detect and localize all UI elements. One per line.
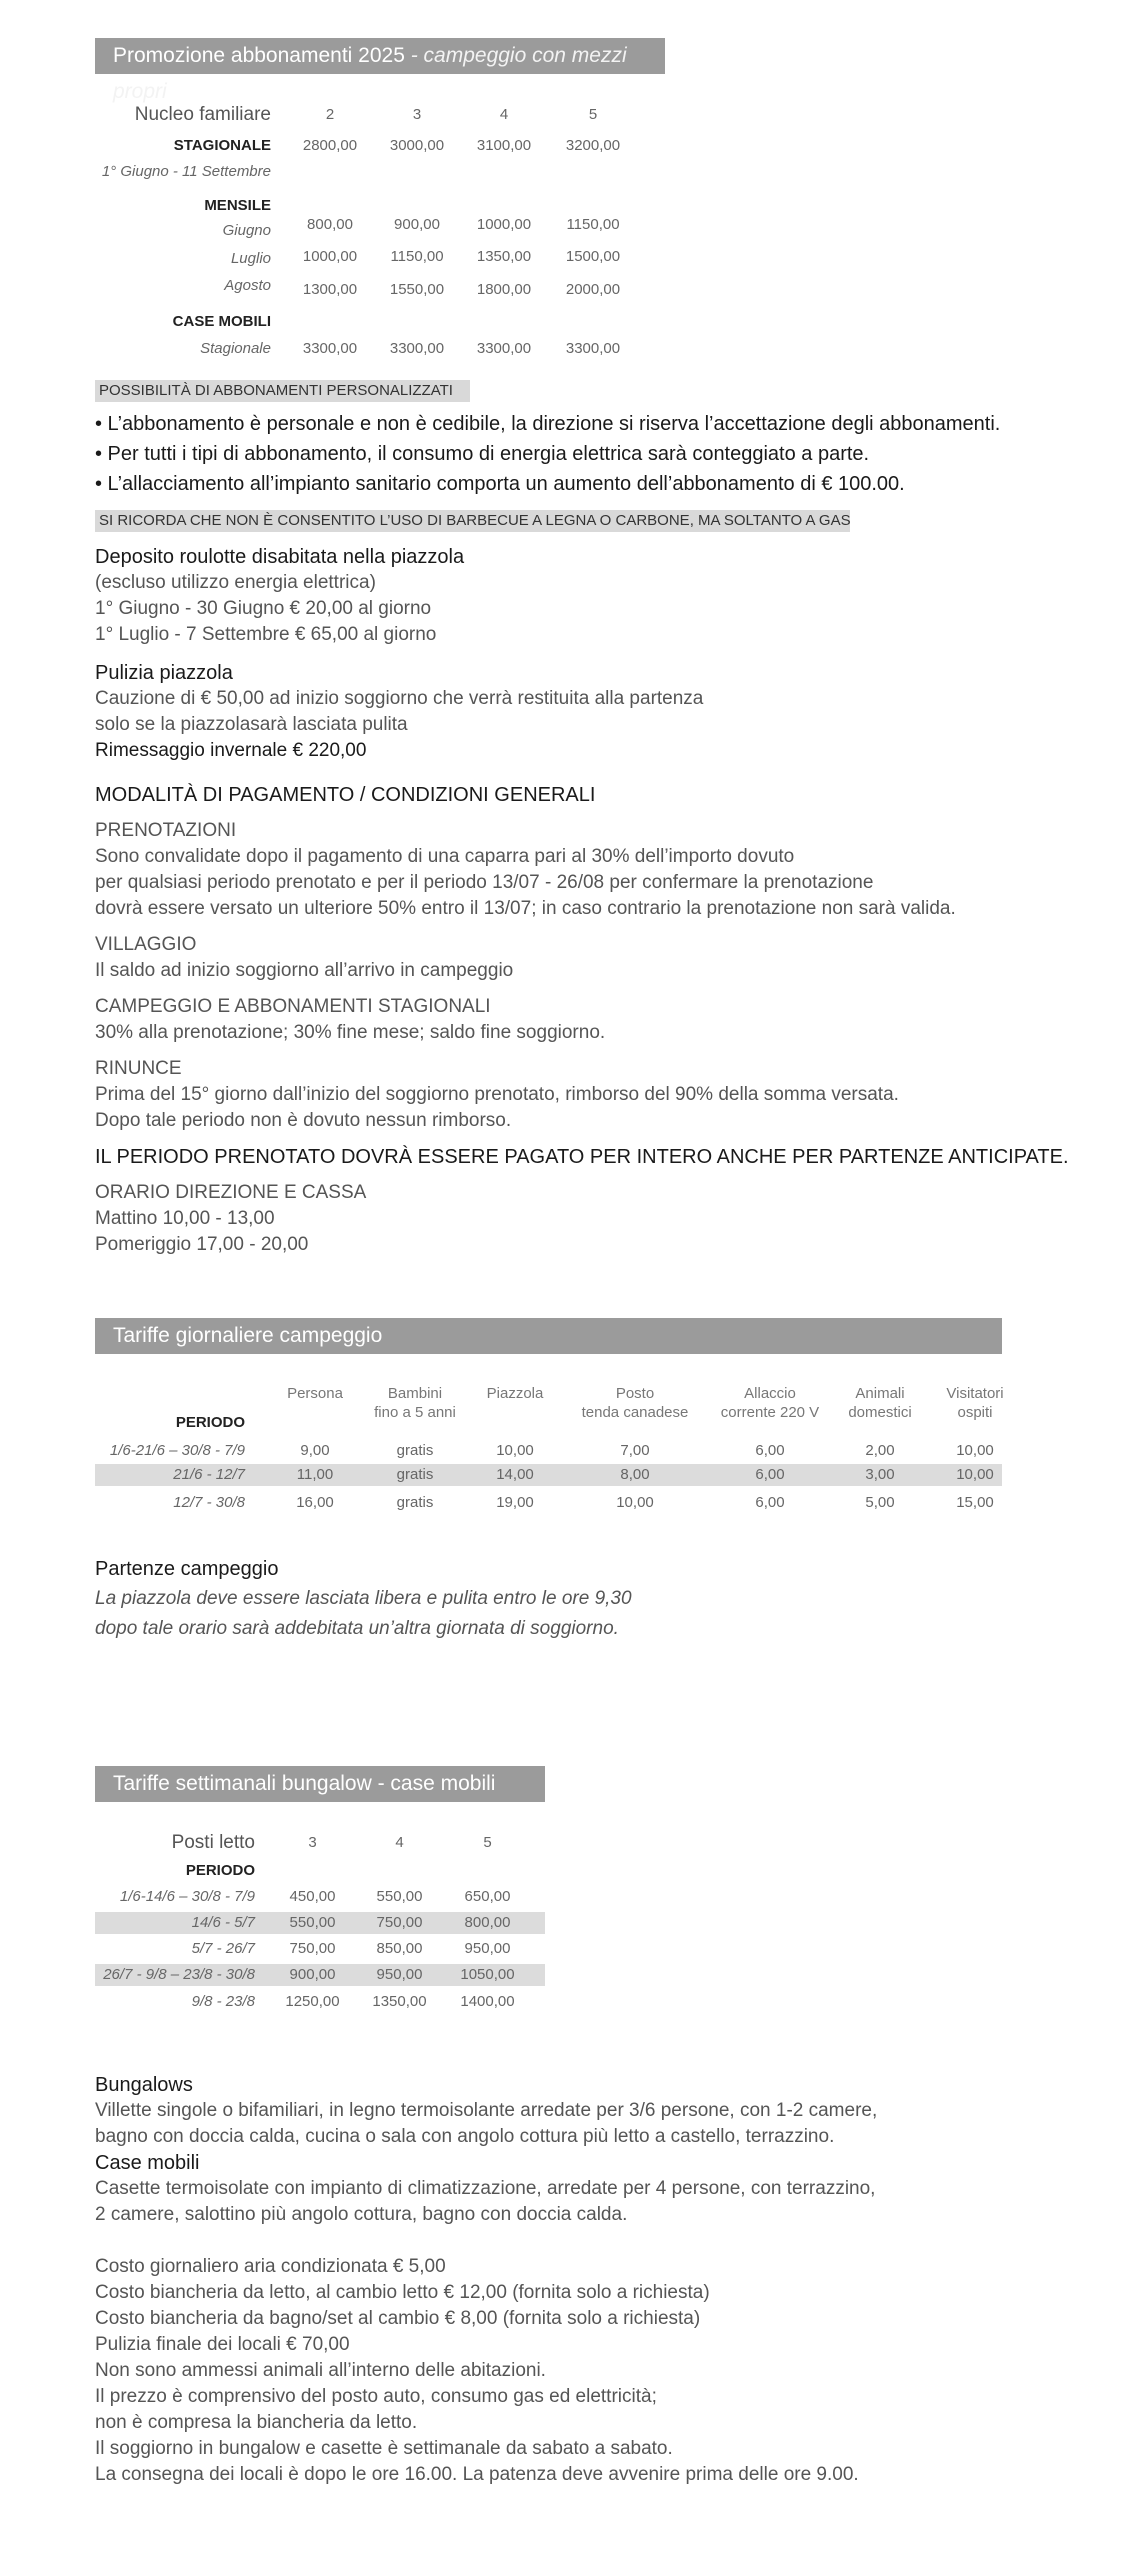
personalizzati-note: POSSIBILITÀ DI ABBONAMENTI PERSONALIZZATI — [95, 380, 470, 402]
promo-stagionale-value: 3100,00 — [476, 137, 532, 154]
campeggio-line: 30% alla prenotazione; 30% fine mese; saldo fine soggiorno. — [95, 1022, 606, 1043]
giornaliere-cell: 15,00 — [956, 1494, 994, 1511]
settimanali-posti-label: Posti letto — [171, 1832, 255, 1853]
costi-line: Il prezzo è comprensivo del posto auto, consumo gas ed elettricità; — [95, 2386, 657, 2407]
settimanali-period: 14/6 - 5/7 — [191, 1914, 255, 1931]
bullet-item: • L’abbonamento è personale e non è cedibile, la direzione si riserva l’accettazione degli abbonamenti. — [95, 413, 1001, 435]
promo-col-3: 3 — [412, 106, 422, 123]
settimanali-cell: 750,00 — [289, 1940, 336, 1957]
giornaliere-period: 1/6-21/6 – 30/8 - 7/9 — [109, 1442, 245, 1459]
giornaliere-cell: 10,00 — [956, 1466, 994, 1483]
settimanali-cell: 900,00 — [289, 1966, 336, 1983]
giornaliere-cell: gratis — [396, 1466, 434, 1483]
pulizia-line: solo se la piazzolasarà lasciata pulita — [95, 714, 408, 735]
settimanali-cell: 800,00 — [464, 1914, 511, 1931]
promo-case-label: CASE MOBILI — [172, 313, 271, 330]
prenotazioni-line: dovrà essere versato un ulteriore 50% entro il 13/07; in caso contrario la prenotazione non sarà valida. — [95, 898, 956, 919]
settimanali-periodo-label: PERIODO — [185, 1862, 255, 1879]
promo-mensile-value: 1000,00 — [302, 248, 358, 265]
promo-mensile-value: 1800,00 — [476, 281, 532, 298]
promo-mensile-value: 2000,00 — [565, 281, 621, 298]
costi-line: Costo giornaliero aria condizionata € 5,00 — [95, 2256, 446, 2277]
promo-case-row-label: Stagionale — [200, 340, 271, 357]
modalita-title: MODALITÀ DI PAGAMENTO / CONDIZIONI GENERALI — [95, 784, 596, 806]
promo-col-4: 4 — [499, 106, 509, 123]
settimanali-cell: 950,00 — [376, 1966, 423, 1983]
settimanali-cell: 550,00 — [376, 1888, 423, 1905]
settimanali-period: 5/7 - 26/7 — [191, 1940, 255, 1957]
giornaliere-cell: 10,00 — [956, 1442, 994, 1459]
costi-line: Costo biancheria da letto, al cambio letto € 12,00 (fornita solo a richiesta) — [95, 2282, 710, 2303]
promo-col-5: 5 — [588, 106, 598, 123]
pulizia-title: Pulizia piazzola — [95, 662, 233, 684]
promo-mensile-value: 1550,00 — [389, 281, 445, 298]
promo-family-label: Nucleo familiare — [134, 104, 271, 125]
settimanali-col: 5 — [483, 1834, 492, 1851]
settimanali-period: 9/8 - 23/8 — [191, 1993, 255, 2010]
giornaliere-period: 21/6 - 12/7 — [173, 1466, 245, 1483]
case-mobili-line: 2 camere, salottino più angolo cottura, bagno con doccia calda. — [95, 2204, 628, 2225]
promo-mensile-month: Luglio — [230, 250, 271, 267]
costi-line: La consegna dei locali è dopo le ore 16.00. La patenza deve avvenire prima delle ore 9.00. — [95, 2464, 859, 2485]
giornaliere-cell: 3,00 — [865, 1466, 895, 1483]
bullet-item: • L’allacciamento all’impianto sanitario comporta un aumento dell’abbonamento di € 100.00. — [95, 473, 905, 495]
settimanali-cell: 1050,00 — [460, 1966, 515, 1983]
settimanali-cell: 950,00 — [464, 1940, 511, 1957]
giornaliere-header: Allaccio corrente 220 V — [720, 1385, 820, 1421]
partenze-line: La piazzola deve essere lasciata libera e pulita entro le ore 9,30 — [95, 1588, 632, 1609]
prenotazioni-line: per qualsiasi periodo prenotato e per il periodo 13/07 - 26/08 per confermare la prenotazione — [95, 872, 874, 893]
giornaliere-title: Tariffe giornaliere campeggio — [95, 1318, 1002, 1354]
promo-col-2: 2 — [325, 106, 335, 123]
settimanali-cell: 650,00 — [464, 1888, 511, 1905]
case-mobili-line: Casette termoisolate con impianto di climatizzazione, arredate per 4 persone, con terrazzino, — [95, 2178, 876, 2199]
settimanali-period: 1/6-14/6 – 30/8 - 7/9 — [119, 1888, 255, 1905]
bungalows-title: Bungalows — [95, 2074, 193, 2096]
promo-title-band — [95, 38, 665, 103]
prenotazioni-title: PRENOTAZIONI — [95, 820, 237, 841]
rimessaggio: Rimessaggio invernale € 220,00 — [95, 740, 367, 761]
settimanali-cell: 550,00 — [289, 1914, 336, 1931]
partenze-line: dopo tale orario sarà addebitata un’altra giornata di soggiorno. — [95, 1618, 619, 1639]
promo-subtitle: - campeggio con mezzi propri — [113, 44, 627, 103]
orario-line: Pomeriggio 17,00 - 20,00 — [95, 1234, 309, 1255]
bungalows-line: bagno con doccia calda, cucina o sala con angolo cottura più letto a castello, terrazzino. — [95, 2126, 835, 2147]
promo-case-value: 3300,00 — [565, 340, 621, 357]
promo-title: Promozione abbonamenti 2025 — [113, 44, 405, 67]
prenotazioni-line: Sono convalidate dopo il pagamento di una caparra pari al 30% dell’importo dovuto — [95, 846, 795, 867]
giornaliere-header: Posto tenda canadese — [581, 1385, 689, 1421]
pulizia-line: Cauzione di € 50,00 ad inizio soggiorno che verrà restituita alla partenza — [95, 688, 704, 709]
campeggio-title: CAMPEGGIO E ABBONAMENTI STAGIONALI — [95, 996, 491, 1017]
case-mobili-title: Case mobili — [95, 2152, 200, 2174]
settimanali-period: 26/7 - 9/8 – 23/8 - 30/8 — [103, 1966, 255, 1983]
villaggio-line: Il saldo ad inizio soggiorno all’arrivo in campeggio — [95, 960, 514, 981]
settimanali-title: Tariffe settimanali bungalow - case mobili — [95, 1766, 545, 1802]
barbecue-note: SI RICORDA CHE NON È CONSENTITO L’USO DI BARBECUE A LEGNA O CARBONE, MA SOLTANTO A GAS — [95, 510, 850, 532]
giornaliere-cell: 16,00 — [296, 1494, 334, 1511]
giornaliere-cell: 9,00 — [300, 1442, 330, 1459]
promo-mensile-value: 1150,00 — [566, 216, 620, 233]
promo-case-value: 3300,00 — [389, 340, 445, 357]
promo-mensile-label: MENSILE — [204, 197, 271, 214]
giornaliere-header: Piazzola — [486, 1385, 544, 1402]
promo-mensile-value: 1150,00 — [390, 248, 444, 265]
promo-mensile-value: 1000,00 — [476, 216, 532, 233]
giornaliere-header: Visitatori ospiti — [946, 1385, 1004, 1421]
costi-line: Pulizia finale dei locali € 70,00 — [95, 2334, 350, 2355]
promo-mensile-value: 1500,00 — [565, 248, 621, 265]
bullet-item: • Per tutti i tipi di abbonamento, il consumo di energia elettrica sarà conteggiato a parte. — [95, 443, 870, 465]
settimanali-col: 4 — [395, 1834, 404, 1851]
deposito-line: (escluso utilizzo energia elettrica) — [95, 572, 376, 593]
deposito-title: Deposito roulotte disabitata nella piazzola — [95, 546, 465, 568]
giornaliere-cell: 6,00 — [755, 1466, 785, 1483]
giornaliere-cell: 19,00 — [496, 1494, 534, 1511]
settimanali-cell: 850,00 — [376, 1940, 423, 1957]
settimanali-cell: 450,00 — [289, 1888, 336, 1905]
giornaliere-header: Bambini fino a 5 anni — [374, 1385, 456, 1421]
orario-line: Mattino 10,00 - 13,00 — [95, 1208, 275, 1229]
costi-line: Non sono ammessi animali all’interno delle abitazioni. — [95, 2360, 546, 2381]
giornaliere-period: 12/7 - 30/8 — [173, 1494, 245, 1511]
orario-title: ORARIO DIREZIONE E CASSA — [95, 1182, 367, 1203]
promo-stagionale-value: 2800,00 — [302, 137, 358, 154]
giornaliere-cell: 5,00 — [865, 1494, 895, 1511]
promo-stagionale-value: 3000,00 — [389, 137, 445, 154]
rinunce-line: Dopo tale periodo non è dovuto nessun rimborso. — [95, 1110, 512, 1131]
promo-stagionale-label: STAGIONALE — [173, 137, 271, 154]
rinunce-title: RINUNCE — [95, 1058, 182, 1079]
giornaliere-cell: 8,00 — [620, 1466, 650, 1483]
promo-mensile-month: Agosto — [224, 277, 271, 294]
giornaliere-header: Animali domestici — [848, 1385, 912, 1421]
giornaliere-cell: 10,00 — [616, 1494, 654, 1511]
giornaliere-cell: 2,00 — [865, 1442, 895, 1459]
giornaliere-cell: 6,00 — [755, 1494, 785, 1511]
promo-mensile-month: Giugno — [222, 222, 271, 239]
settimanali-cell: 1400,00 — [460, 1993, 515, 2010]
rinunce-line: Prima del 15° giorno dall’inizio del soggiorno prenotato, rimborso del 90% della somma versata. — [95, 1084, 899, 1105]
bungalows-line: Villette singole o bifamiliari, in legno termoisolante arredate per 3/6 persone, con 1-2 camere, — [95, 2100, 878, 2121]
costi-line: Il soggiorno in bungalow e casette è settimanale da sabato a sabato. — [95, 2438, 673, 2459]
promo-mensile-value: 1300,00 — [302, 281, 358, 298]
giornaliere-cell: gratis — [396, 1442, 434, 1459]
promo-case-value: 3300,00 — [476, 340, 532, 357]
settimanali-cell: 750,00 — [376, 1914, 423, 1931]
promo-mensile-value: 900,00 — [394, 216, 440, 233]
giornaliere-cell: 10,00 — [496, 1442, 534, 1459]
costi-line: non è compresa la biancheria da letto. — [95, 2412, 418, 2433]
giornaliere-cell: 6,00 — [755, 1442, 785, 1459]
partenze-title: Partenze campeggio — [95, 1558, 279, 1580]
settimanali-cell: 1350,00 — [372, 1993, 427, 2010]
promo-stagionale-period: 1° Giugno - 11 Settembre — [101, 163, 271, 180]
deposito-line: 1° Luglio - 7 Settembre € 65,00 al giorno — [95, 624, 437, 645]
promo-mensile-value: 1350,00 — [476, 248, 532, 265]
settimanali-cell: 1250,00 — [285, 1993, 340, 2010]
promo-case-value: 3300,00 — [302, 340, 358, 357]
giornaliere-cell: 11,00 — [296, 1466, 334, 1483]
promo-stagionale-value: 3200,00 — [565, 137, 621, 154]
costi-line: Costo biancheria da bagno/set al cambio € 8,00 (fornita solo a richiesta) — [95, 2308, 701, 2329]
periodo-notice: IL PERIODO PRENOTATO DOVRÀ ESSERE PAGATO PER INTERO ANCHE PER PARTENZE ANTICIPATE. — [95, 1146, 1069, 1168]
giornaliere-header: Persona — [287, 1385, 343, 1402]
giornaliere-periodo-label: PERIODO — [175, 1414, 245, 1431]
giornaliere-cell: gratis — [396, 1494, 434, 1511]
giornaliere-cell: 7,00 — [620, 1442, 650, 1459]
settimanali-col: 3 — [308, 1834, 317, 1851]
promo-mensile-value: 800,00 — [307, 216, 353, 233]
villaggio-title: VILLAGGIO — [95, 934, 197, 955]
giornaliere-cell: 14,00 — [496, 1466, 534, 1483]
deposito-line: 1° Giugno - 30 Giugno € 20,00 al giorno — [95, 598, 432, 619]
